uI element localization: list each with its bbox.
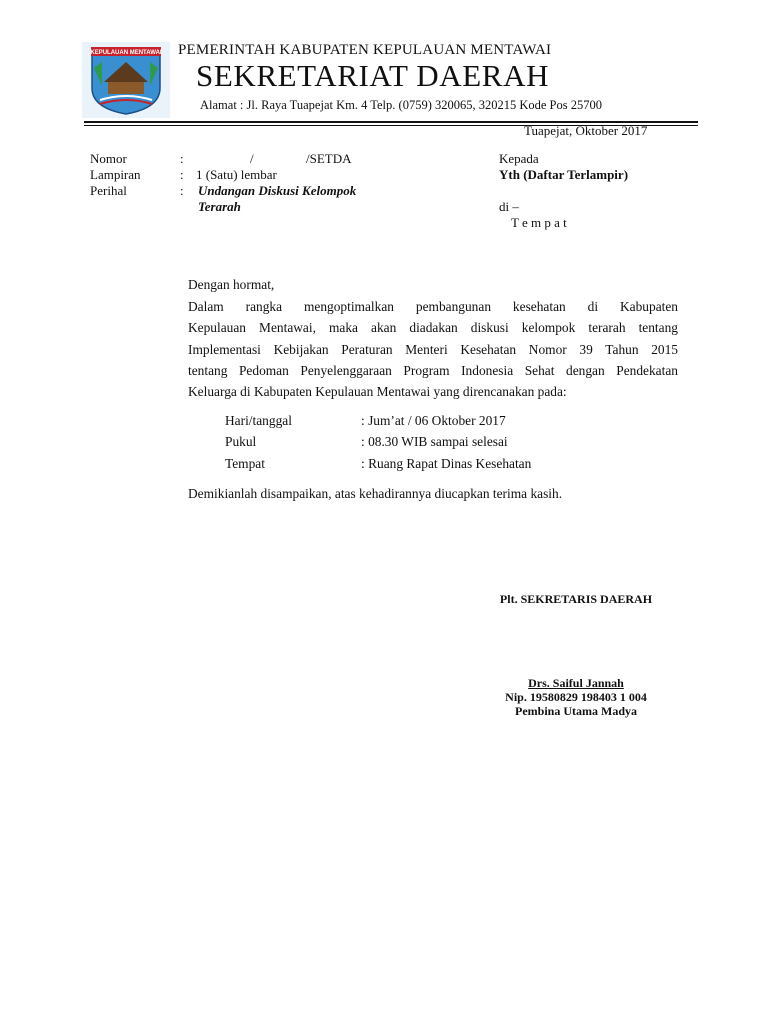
nomor-label: Nomor — [90, 151, 127, 166]
schedule-label: Hari/tanggal — [225, 413, 292, 428]
body-line-1: Dalam rangka mengoptimalkan pembangunan kesehatan di Kabupaten — [188, 299, 678, 314]
kepada-label: Kepada — [499, 151, 539, 166]
closing-sentence: Demikianlah disampaikan, atas kehadirannya diucapkan terima kasih. — [188, 486, 563, 501]
greeting: Dengan hormat, — [188, 277, 275, 292]
government-title: PEMERINTAH KABUPATEN KEPULAUAN MENTAWAI — [178, 42, 552, 58]
office-address: Alamat : Jl. Raya Tuapejat Km. 4 Telp. (0759) 320065, 320215 Kode Pos 25700 — [200, 98, 602, 112]
body-line-4: tentang Pedoman Penyelenggaraan Program Indonesia Sehat dengan Pendekatan — [188, 363, 678, 378]
schedule-value: : 08.30 WIB sampai selesai — [361, 434, 508, 449]
schedule-value: : Ruang Rapat Dinas Kesehatan — [361, 456, 532, 471]
nomor-colon: : — [180, 151, 184, 166]
recipient-yth: Yth (Daftar Terlampir) — [499, 167, 629, 182]
office-title: SEKRETARIAT DAERAH — [196, 58, 550, 93]
schedule-label: Tempat — [225, 456, 265, 471]
signatory-title: Plt. SEKRETARIS DAERAH — [499, 592, 653, 606]
body-line-3: Implementasi Kebijakan Peraturan Menteri Kesehatan Nomor 39 Tahun 2015 — [188, 342, 678, 357]
nomor-value: / — [250, 151, 254, 166]
schedule-label: Pukul — [225, 434, 257, 449]
recipient-tempat: T e m p a t — [511, 215, 567, 230]
lampiran-label: Lampiran — [90, 167, 141, 182]
lampiran-colon: : — [180, 167, 184, 182]
lampiran-value: 1 (Satu) lembar — [196, 167, 277, 182]
recipient-di: di – — [499, 199, 519, 214]
body-line-5: Keluarga di Kabupaten Kepulauan Mentawai yang direncanakan pada: — [188, 384, 567, 399]
regency-logo — [82, 42, 170, 118]
schedule-value: : Jum’at / 06 Oktober 2017 — [361, 413, 506, 428]
signatory-nip: Nip. 19580829 198403 1 004 — [505, 690, 647, 704]
perihal-label: Perihal — [90, 183, 127, 198]
nomor-suffix: /SETDA — [306, 151, 352, 166]
body-line-2: Kepulauan Mentawai, maka akan diadakan diskusi kelompok terarah tentang — [188, 320, 678, 335]
signatory-name: Drs. Saiful Jannah — [528, 676, 624, 690]
perihal-value-line1: Undangan Diskusi Kelompok — [198, 183, 357, 198]
perihal-colon: : — [180, 183, 184, 198]
logo-text: KEPULAUAN MENTAWAI — [90, 50, 162, 56]
date-line: Tuapejat, Oktober 2017 — [524, 123, 648, 138]
signatory-rank: Pembina Utama Madya — [515, 704, 637, 718]
perihal-value-line2: Terarah — [198, 199, 241, 214]
